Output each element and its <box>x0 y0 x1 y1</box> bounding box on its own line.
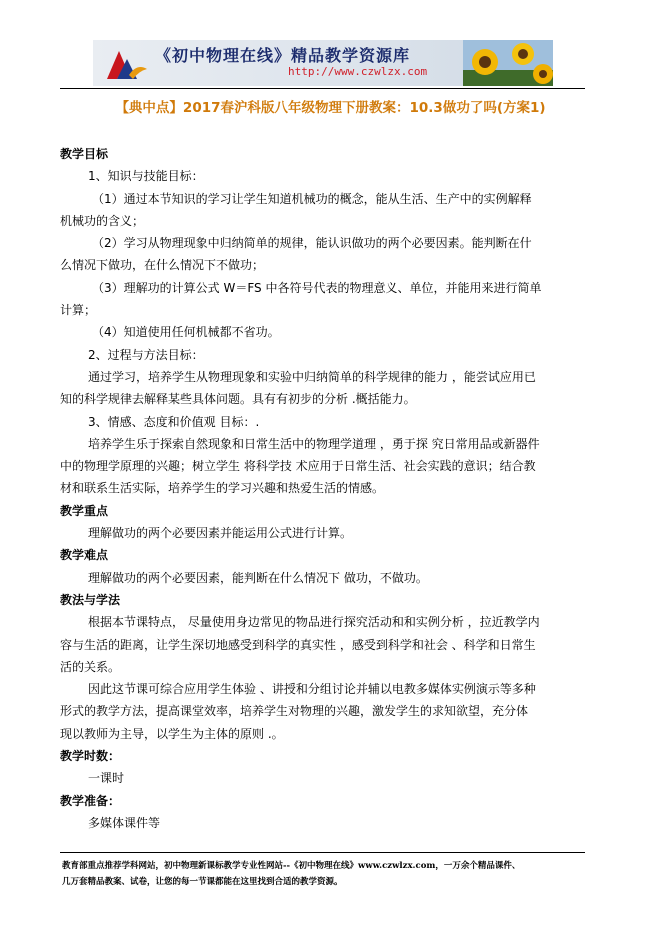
body-text: 因此这节课可综合应用学生体验 、讲授和分组讨论并辅以电教多媒体实例演示等多种 <box>88 682 536 697</box>
sunflower-image <box>463 40 553 86</box>
document-body <box>60 143 588 834</box>
body-text: （1）通过本节知识的学习让学生知道机械功的概念，能从生活、生产中的实例解释 <box>92 191 532 206</box>
body-text: 2、过程与方法目标： <box>88 347 204 362</box>
body-text: 机械功的含义； <box>60 213 145 228</box>
body-text: 么情况下做功，在什么情况下不做功； <box>60 258 265 273</box>
footer-line: 几万套精品教案、试卷，让您的每一节课都能在这里找到合适的教学资源。 <box>62 877 343 887</box>
body-text: 形式的教学方法，提高课堂效率，培养学生对物理的兴趣，激发学生的求知欲望，充分体 <box>60 704 529 719</box>
body-text: 材和联系生活实际，培养学生的学习兴趣和热爱生活的情感。 <box>60 481 385 496</box>
body-text: 培养学生乐于探索自然现象和日常生活中的物理学道理 ，勇于探 究日常用品或新器件 <box>88 436 540 451</box>
site-banner <box>93 40 553 86</box>
page-footer <box>62 858 592 890</box>
body-text: 1、知识与技能目标： <box>88 169 204 184</box>
section-heading: 教学时数： <box>60 749 121 764</box>
footer-line: 教育部重点推荐学科网站，初中物理新课标教学专业性网站--《初中物理在线》www.czwlzx.com，一万余个精品课件、 <box>62 861 521 871</box>
body-text: 理解做功的两个必要因素，能判断在什么情况下 做功，不做功。 <box>88 570 428 585</box>
body-text: 中的物理学原理的兴趣；树立学生 将科学技 术应用于日常生活、社会实践的意识；结合教 <box>60 459 536 474</box>
banner-url[interactable]: http://www.czwlzx.com <box>288 65 428 78</box>
body-text: 活的关系。 <box>60 659 121 674</box>
body-text: 一课时 <box>88 771 125 786</box>
section-heading: 教学重点 <box>60 503 109 518</box>
body-text: 理解做功的两个必要因素并能运用公式进行计算。 <box>88 526 353 541</box>
section-heading: 教学准备： <box>60 793 121 808</box>
header-rule <box>60 88 585 89</box>
body-text: 知的科学规律去解释某些具体问题。具有有初步的分析 .概括能力。 <box>60 392 416 407</box>
body-text: 3、情感、态度和价值观 目标：. <box>88 414 260 429</box>
document-title: 【典中点】2017春沪科版八年级物理下册教案：10.3做功了吗(方案1) <box>115 100 546 116</box>
body-text: 通过学习，培养学生从物理现象和实验中归纳简单的科学规律的能力 ，能尝试应用已 <box>88 369 536 384</box>
section-heading: 教学目标 <box>60 147 109 161</box>
body-text: （2）学习从物理现象中归纳简单的规律，能认识做功的两个必要因素。能判断在什 <box>92 236 532 251</box>
body-text: 计算； <box>60 303 97 318</box>
body-text: 根据本节课特点， 尽量使用身边常见的物品进行探究活动和和实例分析 ，拉近教学内 <box>88 615 540 630</box>
site-logo-icon <box>103 45 149 83</box>
body-text: （3）理解功的计算公式 W＝FS 中各符号代表的物理意义、单位，并能用来进行简单 <box>92 280 542 295</box>
footer-rule <box>60 852 585 853</box>
section-heading: 教学难点 <box>60 548 109 563</box>
body-text: 容与生活的距离，让学生深切地感受到科学的真实性 ，感受到科学和社会 、科学和日常生 <box>60 637 536 652</box>
body-text: 现以教师为主导，以学生为主体的原则 .。 <box>60 726 284 741</box>
section-heading: 教法与学法 <box>60 592 121 607</box>
body-text: （4）知道使用任何机械都不省功。 <box>92 325 280 340</box>
banner-title: 《初中物理在线》精品教学资源库 <box>155 46 411 65</box>
body-text: 多媒体课件等 <box>88 815 161 830</box>
